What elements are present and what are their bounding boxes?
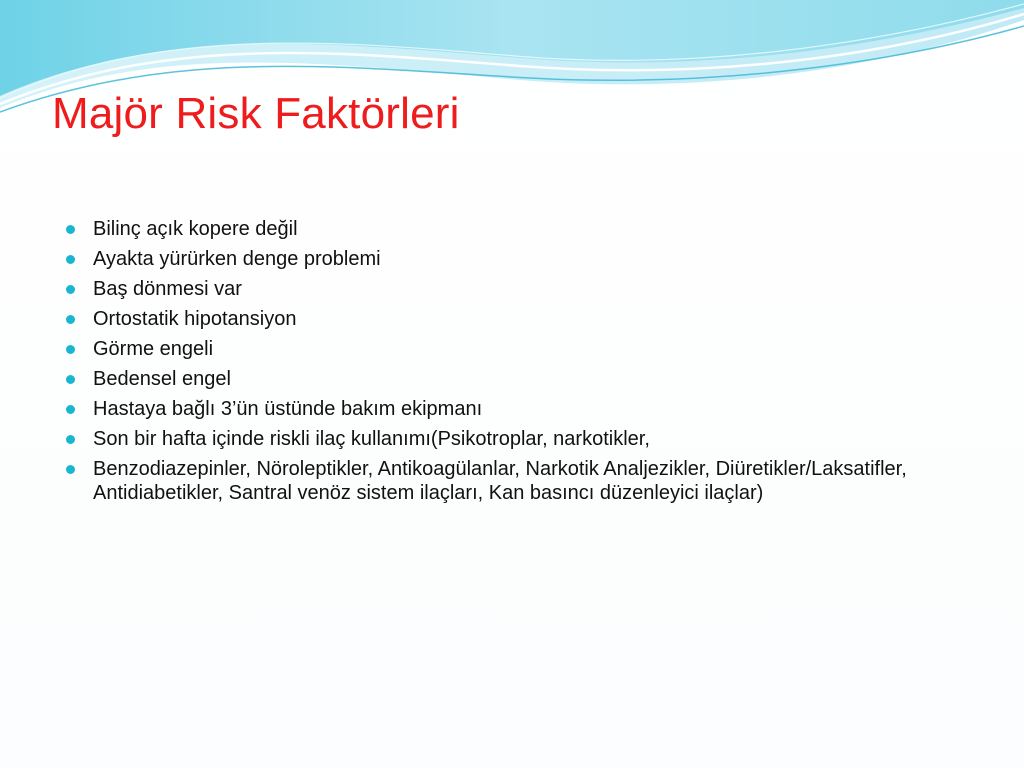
list-item bbox=[66, 337, 966, 361]
list-item-text: Ortostatik hipotansiyon bbox=[93, 308, 297, 330]
list-item-text: Son bir hafta içinde riskli ilaç kullanımı(Psikotroplar, narkotikler, bbox=[93, 428, 650, 450]
bullet-dot-icon bbox=[66, 435, 75, 444]
list-item-text: Baş dönmesi var bbox=[93, 278, 242, 300]
list-item bbox=[66, 307, 966, 331]
list-item bbox=[66, 277, 966, 301]
bullet-dot-icon bbox=[66, 375, 75, 384]
bullet-dot-icon bbox=[66, 405, 75, 414]
list-item-text: Bilinç açık kopere değil bbox=[93, 218, 298, 240]
bullet-dot-icon bbox=[66, 225, 75, 234]
bullet-list bbox=[66, 217, 966, 511]
bullet-dot-icon bbox=[66, 255, 75, 264]
list-item bbox=[66, 367, 966, 391]
list-item bbox=[66, 427, 966, 451]
list-item-text: Hastaya bağlı 3’ün üstünde bakım ekipmanı bbox=[93, 398, 483, 420]
list-item bbox=[66, 457, 966, 505]
list-item bbox=[66, 217, 966, 241]
list-item bbox=[66, 247, 966, 271]
bullet-dot-icon bbox=[66, 345, 75, 354]
list-item bbox=[66, 397, 966, 421]
list-item-text: Bedensel engel bbox=[93, 368, 231, 390]
page-title: Majör Risk Faktörleri bbox=[52, 89, 460, 138]
list-item-text: Ayakta yürürken denge problemi bbox=[93, 248, 381, 270]
list-item-text: Benzodiazepinler, Nöroleptikler, Antikoagülanlar, Narkotik Analjezikler, Diüretikler/Laksatifler, Antidiabetikler, Santral venöz sistem ilaçları, Kan basıncı düzenleyici ilaçlar) bbox=[93, 458, 907, 504]
bullet-dot-icon bbox=[66, 315, 75, 324]
list-item-text: Görme engeli bbox=[93, 338, 214, 360]
bullet-dot-icon bbox=[66, 285, 75, 294]
bullet-dot-icon bbox=[66, 465, 75, 474]
